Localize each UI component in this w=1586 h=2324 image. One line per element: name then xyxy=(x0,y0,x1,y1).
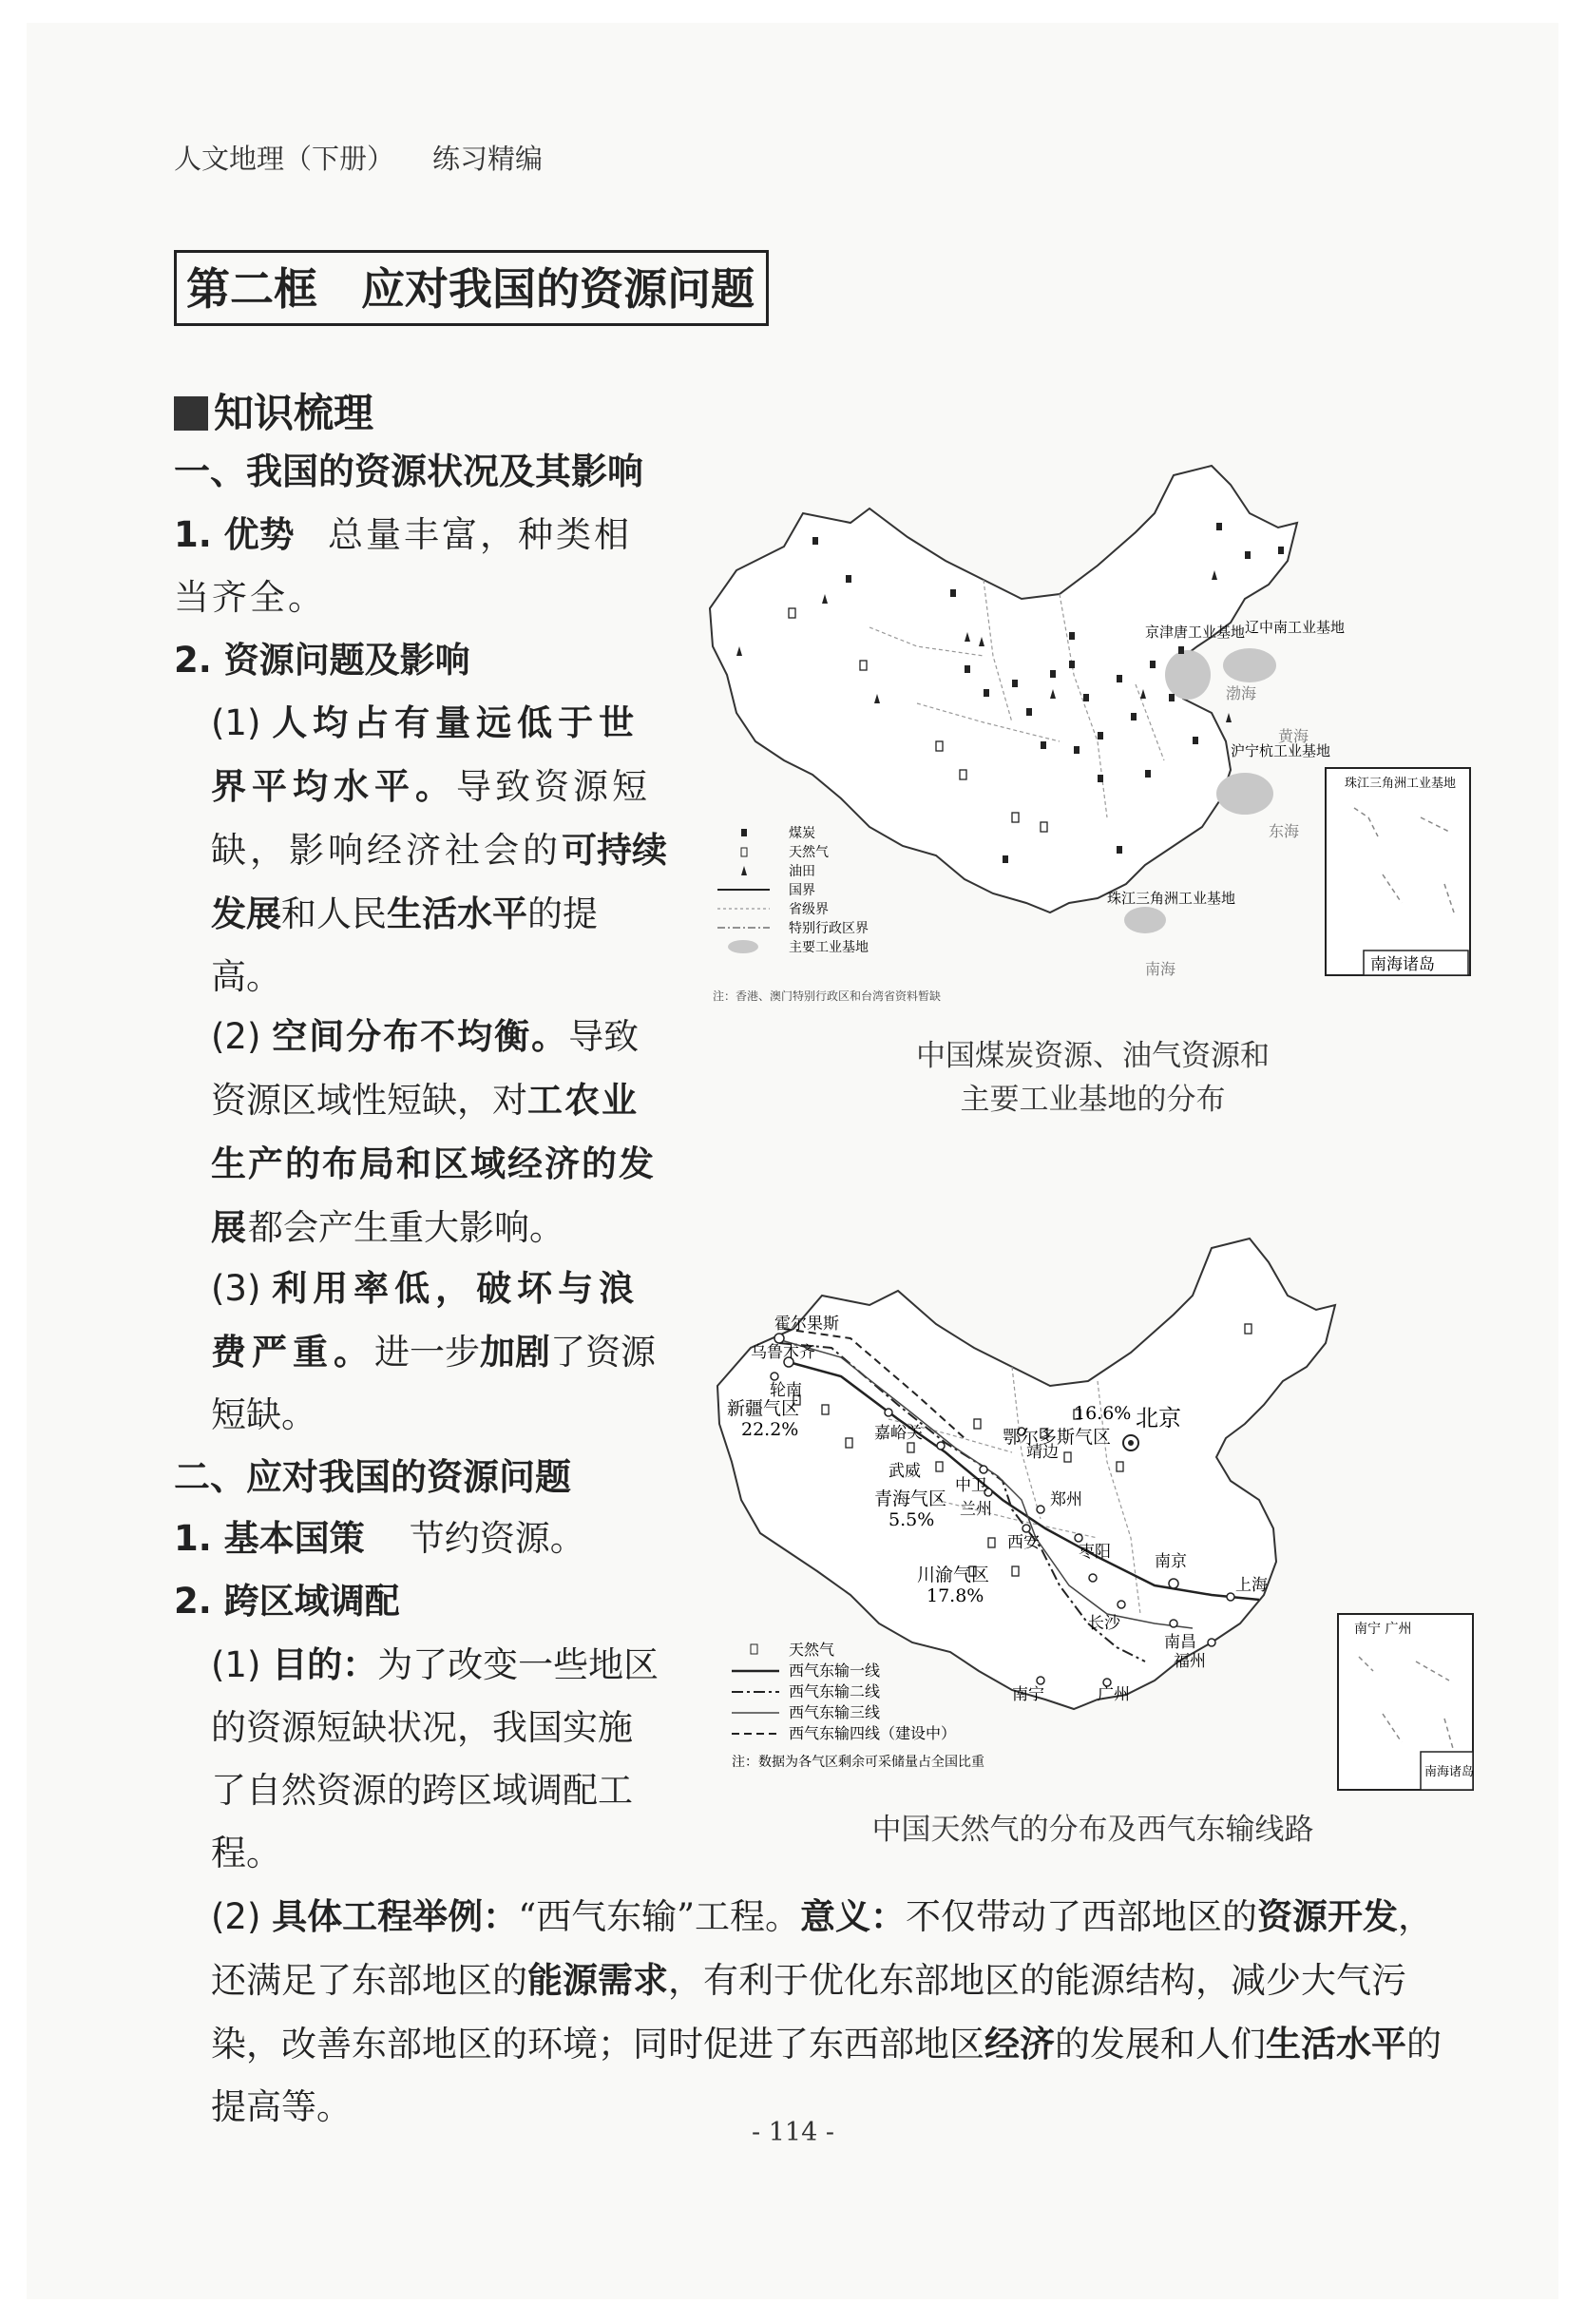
sub-text: 导致资源短缺，影响经济社会的 xyxy=(211,766,651,871)
keyword: 加剧 xyxy=(480,1331,550,1373)
base-label: 京津唐工业基地 xyxy=(1145,624,1246,641)
legend-oil: 油田 xyxy=(789,864,815,879)
keyword: 意义： xyxy=(800,1895,907,1937)
base-liaozhongnan xyxy=(1223,648,1276,682)
base-label: 沪宁杭工业基地 xyxy=(1231,742,1331,759)
part2-item2: 2. 跨区域调配 xyxy=(174,1581,400,1622)
city-label: 上海 xyxy=(1235,1576,1268,1595)
sea-label: 南海 xyxy=(1145,960,1176,978)
region-name: 新疆气区 xyxy=(727,1398,800,1419)
item-label: 1. 基本国策 xyxy=(174,1518,365,1559)
map1-note: 注：香港、澳门特别行政区和台湾省资料暂缺 xyxy=(713,989,942,1003)
legend-sar: 特别行政区界 xyxy=(789,921,869,936)
part1-item2: 2. 资源问题及影响 xyxy=(174,640,470,681)
sub-lead: 利用率低，破坏与浪费严重。 xyxy=(211,1267,640,1373)
keyword: 生活水平 xyxy=(387,893,527,934)
chapter-heading: 应对我国的资源问题 xyxy=(361,263,755,315)
sub-text: 的提高。 xyxy=(211,893,598,997)
section-title: 知识梳理 xyxy=(214,390,374,436)
sub-lead: 人均占有量远低于世界平均水平。 xyxy=(211,701,640,807)
legend-line2: 西气东输二线 xyxy=(789,1682,881,1700)
sub-text: ，还满足了东部地区的 xyxy=(211,1896,1434,2001)
part1-sub2 xyxy=(211,1005,667,1259)
map1-legend xyxy=(717,825,869,955)
sub-text: 的提高等。 xyxy=(211,2024,1442,2127)
map-coal-oil-gas xyxy=(698,456,1487,1027)
inset-cities: 南宁 广州 xyxy=(1354,1622,1412,1637)
sub-text: 导致资源区域性短缺，对 xyxy=(211,1016,640,1121)
sub-text: 了资源短缺。 xyxy=(211,1332,656,1435)
item-text: 节约资源。 xyxy=(409,1518,585,1559)
legend-gas: 天然气 xyxy=(789,1641,835,1659)
base-label: 珠江三角洲工业基地 xyxy=(1107,890,1236,907)
legend-industry: 主要工业基地 xyxy=(789,940,869,955)
region-share: 17.8% xyxy=(927,1585,984,1606)
region-name: 鄂尔多斯气区 xyxy=(1003,1427,1112,1448)
china-outline xyxy=(717,1239,1335,1709)
city-label: 兰州 xyxy=(960,1500,992,1519)
city-label: 南昌 xyxy=(1164,1633,1196,1652)
city-label: 长沙 xyxy=(1088,1614,1120,1633)
base-zhujiang xyxy=(1124,907,1166,933)
map-natural-gas xyxy=(698,1224,1487,1814)
map1-caption xyxy=(779,1034,1406,1122)
legend-border: 国界 xyxy=(789,883,815,898)
legend-line4: 西气东输四线（建设中） xyxy=(789,1724,957,1742)
legend-province: 省级界 xyxy=(789,902,829,917)
sub-text: 的发展和人们 xyxy=(1055,2024,1266,2065)
caption-line: 中国煤炭资源、油气资源和 xyxy=(916,1039,1270,1073)
region-share: 16.6% xyxy=(1074,1403,1132,1424)
map2-caption: 中国天然气的分布及西气东输线路 xyxy=(871,1813,1314,1847)
sub-lead: 空间分布不均衡。 xyxy=(272,1015,569,1057)
sub-text: 进一步 xyxy=(374,1332,480,1373)
item-text: 总量丰富，种类相当齐全。 xyxy=(174,514,632,618)
page-number: - 114 - xyxy=(752,2118,834,2147)
region-name: 川渝气区 xyxy=(917,1565,990,1585)
part1-sub3 xyxy=(211,1257,667,1447)
part2-sub2 xyxy=(211,1885,1465,2139)
inset-label: 南海诸岛 xyxy=(1424,1765,1475,1779)
keyword: 资源开发 xyxy=(1257,1895,1399,1937)
square-bullet-icon xyxy=(174,396,208,431)
city-label: 轮南 xyxy=(770,1381,802,1400)
inset-label: 南海诸岛 xyxy=(1370,955,1435,974)
part1-title: 一、我国的资源状况及其影响 xyxy=(174,450,644,492)
keyword: 能源需求 xyxy=(527,1959,668,2001)
running-header xyxy=(174,138,543,177)
sub-text: “西气东输”工程。 xyxy=(518,1896,801,1937)
inset-frame xyxy=(1326,768,1470,975)
series-title: 练习精编 xyxy=(432,143,544,175)
sub-lead: 具体工程举例： xyxy=(272,1895,519,1937)
city-label: 中卫 xyxy=(955,1476,987,1495)
sub-text: ，有利于优化东部地区的能源结构，减少大气污染，改善东部地区的环境；同时促进了东西部地区 xyxy=(211,1960,1406,2065)
chapter-label: 第二框 xyxy=(186,263,317,315)
keyword: 经济 xyxy=(984,2023,1055,2065)
region-share: 22.2% xyxy=(741,1419,799,1440)
sub-number: (3) xyxy=(211,1268,261,1309)
base-label: 辽中南工业基地 xyxy=(1245,619,1346,636)
part2-title: 二、应对我国的资源问题 xyxy=(174,1455,572,1498)
sub-number: (2) xyxy=(211,1896,261,1937)
chapter-title xyxy=(174,250,769,326)
item-label: 1. 优势 xyxy=(174,514,295,555)
sub-text: 不仅带动了西部地区的 xyxy=(906,1896,1258,1937)
keyword: 生活水平 xyxy=(1266,2023,1406,2065)
region-name: 5.5% xyxy=(889,1509,935,1530)
city-label: 郑州 xyxy=(1050,1490,1082,1509)
beijing-dot xyxy=(1128,1440,1134,1446)
legend-coal: 煤炭 xyxy=(789,826,815,841)
region-name: 青海气区 xyxy=(874,1489,947,1509)
sub-text: 都会产生重大影响。 xyxy=(248,1207,564,1248)
city-label: 南京 xyxy=(1155,1552,1187,1571)
part1-sub1 xyxy=(211,691,667,1008)
part2-item1 xyxy=(174,1508,585,1570)
base-huningbang xyxy=(1216,773,1273,815)
sea-label: 黄海 xyxy=(1278,727,1309,745)
city-label: 武威 xyxy=(889,1462,921,1481)
legend-line1: 西气东输一线 xyxy=(789,1661,881,1680)
section-heading xyxy=(174,382,373,439)
part1-item1 xyxy=(174,504,668,629)
keyword: 工农业生产的布局和区域经济的发展 xyxy=(211,1079,656,1248)
sub-text: 和人民 xyxy=(281,893,387,934)
city-label: 靖边 xyxy=(1026,1443,1059,1462)
city-label-beijing: 北京 xyxy=(1136,1405,1181,1431)
sub-text: 为了改变一些地区的资源短缺状况，我国实施了自然资源的跨区域调配工程。 xyxy=(211,1644,659,1873)
base-jingjintang xyxy=(1165,650,1211,700)
legend-line3: 西气东输三线 xyxy=(789,1703,881,1721)
city-label: 嘉峪关 xyxy=(874,1424,923,1443)
caption-line: 主要工业基地的分布 xyxy=(960,1083,1226,1117)
sub-number: (1) xyxy=(211,1644,261,1685)
city-label: 西安 xyxy=(1007,1533,1040,1552)
sea-label: 东海 xyxy=(1269,822,1300,840)
sub-number: (2) xyxy=(211,1016,261,1057)
city-label: 广州 xyxy=(1098,1685,1130,1704)
map2-note: 注：数据为各气区剩余可采储量占全国比重 xyxy=(732,1755,984,1770)
city-label: 乌鲁木齐 xyxy=(751,1343,815,1362)
city-label: 枣阳 xyxy=(1079,1543,1111,1562)
inset-note: 珠江三角洲工业基地 xyxy=(1345,777,1457,791)
city-label: 霍尔果斯 xyxy=(774,1315,839,1334)
legend-gas: 天然气 xyxy=(789,845,829,860)
city-label: 南宁 xyxy=(1012,1685,1044,1704)
sub-lead: 目的： xyxy=(272,1643,378,1685)
map2-legend xyxy=(732,1641,956,1742)
keyword: 可持续发展 xyxy=(211,829,667,934)
part2-sub1 xyxy=(211,1633,667,1885)
sub-number: (1) xyxy=(211,702,261,743)
sea-label: 渤海 xyxy=(1226,684,1257,702)
book-title: 人文地理（下册） xyxy=(174,143,395,175)
city-label: 福州 xyxy=(1174,1652,1206,1671)
